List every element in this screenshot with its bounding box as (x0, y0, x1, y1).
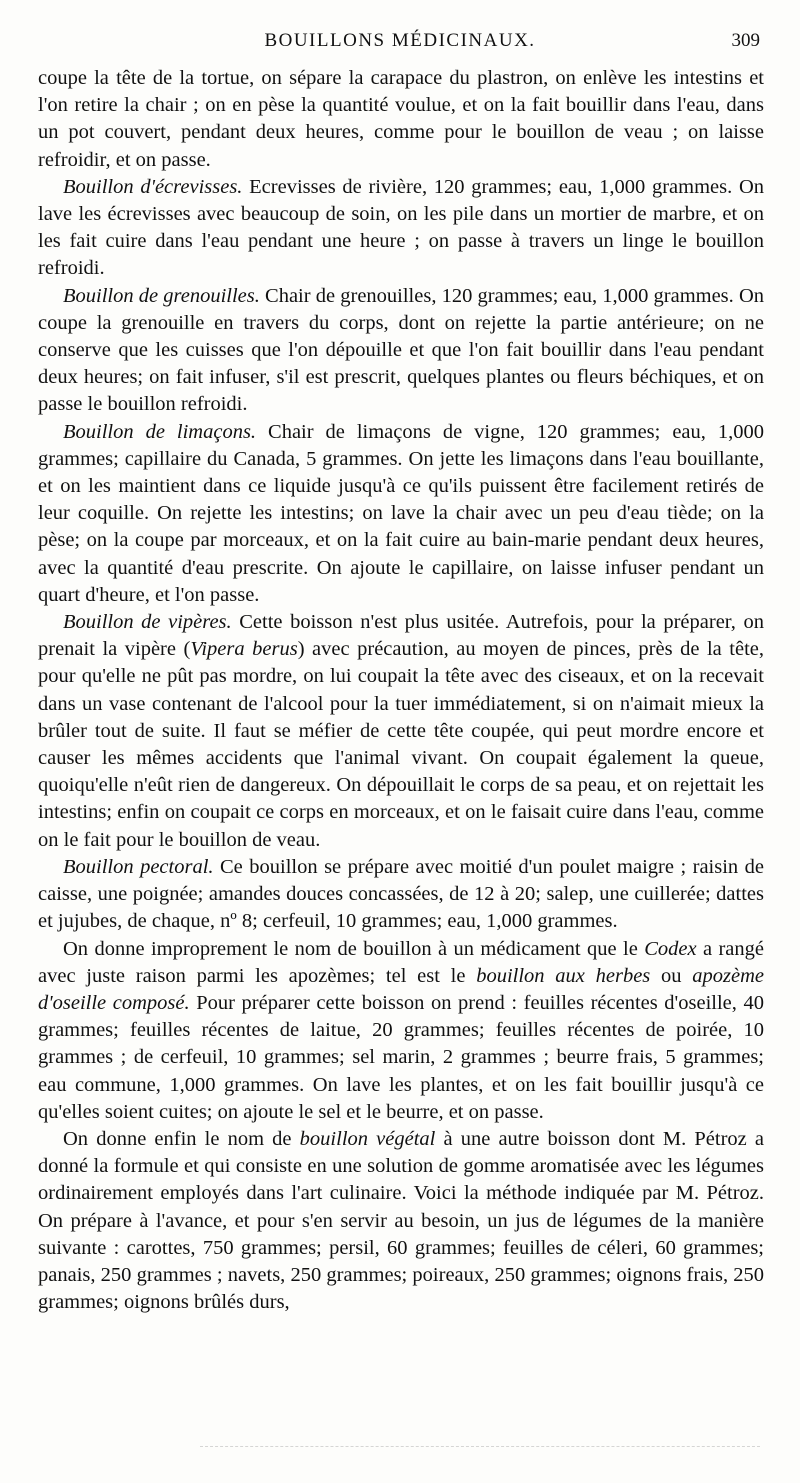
section-heading: Bouillon d'écrevisses. (63, 175, 243, 198)
paragraph-text: coupe la tête de la tortue, on sépare la carapace du plastron, on enlève les intestins et l'on retire la chair ; on en pèse la quantité voulue, et on la fait bouillir dans l'eau, dans un pot couvert, pendant deux heures, comme pour le bouillon de veau ; on laisse refroidir, et on passe. (38, 67, 764, 171)
paragraph-text: Chair de limaçons de vigne, 120 grammes; eau, 1,000 grammes; capillaire du Canada, 5 grammes. On jette les limaçons dans l'eau bouillante, et on les maintient dans ce liquide jusqu'à ce qu'ils puissent être facilement retirés de leur coquille. On rejette les intestins; on lave la chair avec un peu d'eau tiède; on la pèse; on la coupe par morceaux, et on la fait cuire au bain-marie pendant deux heures, avec la quantité d'eau prescrite. On ajoute le capillaire, on laisse infuser pendant un quart d'heure, et l'on passe. (38, 420, 764, 606)
page-number: 309 (731, 30, 760, 51)
paragraph-text: ) avec précaution, au moyen de pinces, près de la tête, pour qu'elle ne pût pas mordre, on lui coupait la tête avec des ciseaux, et on la recevait dans un vase contenant de l'alcool pour la tuer immédiatement, si on n'aimait mieux la brûler tout de suite. Il faut se méfier de cette tête coupée, qui peut mordre encore et causer les mêmes accidents que l'animal vivant. On coupait également la queue, quoiqu'elle n'eût rien de dangereux. On dépouillait le corps de sa peau, et on rejettait les intestins; enfin on coupait ce corps en morceaux, et on le faisait cuire dans l'eau, comme on le fait pour le bouillon de veau. (38, 638, 764, 851)
paragraph-text: Ce bouillon se prépare avec moitié d'un poulet maigre ; raisin de caisse, une poignée; amandes douces concassées, de 12 à 20; salep, une cuillerée; dattes et jujubes, de chaque, nº 8; cerfeuil, 10 grammes; eau, 1,000 grammes. (38, 855, 764, 933)
paragraph-text: Chair de grenouilles, 120 grammes; eau, 1,000 grammes. On coupe la grenouille en travers du corps, dont on rejette la partie antérieure; on ne conserve que les cuisses que l'on dépouille et que l'on fait bouillir dans l'eau pendant deux heures; on fait infuser, s'il est prescrit, quelques plantes ou fleurs béchiques, et on passe le bouillon refroidi. (38, 284, 764, 416)
italic-term: Vipera berus (190, 638, 298, 661)
paragraph-text: Ecrevisses de rivière, 120 grammes; eau, 1,000 grammes. On lave les écrevisses avec beaucoup de soin, on les pile dans un mortier de marbre, et on les fait cuire dans l'eau pendant une heure ; on passe à travers un linge le bouillon refroidi. (38, 175, 764, 280)
section-heading: Bouillon pectoral. (63, 855, 214, 878)
paragraph-text: à une autre boisson dont M. Pétroz a donné la formule et qui consiste en une solution de gomme aromatisée avec les légumes ordinairement employés dans l'art culinaire. Voici la méthode indiquée par M. Pétroz. On prépare à l'avance, et pour s'en servir au besoin, un jus de légumes de la manière suivante : carottes, 750 grammes; persil, 60 grammes; feuilles de céleri, 60 grammes; panais, 250 grammes ; navets, 250 grammes; poireaux, 250 grammes; oignons frais, 250 grammes; oignons brûlés durs, (38, 1127, 764, 1314)
paragraph-grenouilles (38, 283, 764, 419)
paragraph-text: a rangé avec juste raison parmi les apozèmes; tel est le (38, 937, 765, 987)
paragraph-viperes (38, 609, 764, 854)
section-heading: Bouillon de grenouilles. (63, 284, 260, 307)
running-head (0, 30, 800, 60)
section-heading: Bouillon de limaçons. (63, 420, 257, 443)
paragraph-text: On donne enfin le nom de (63, 1127, 300, 1150)
italic-term: apozème d'oseille composé. (38, 964, 764, 1014)
italic-term: bouillon aux herbes (476, 964, 651, 987)
paragraph-text: On donne improprement le nom de bouillon à un médicament que le (63, 937, 645, 960)
paragraph-vegetal (38, 1126, 764, 1316)
paragraph-codex (38, 936, 764, 1126)
paragraph-text: Cette boisson n'est plus usitée. Autrefois, pour la préparer, on prenait la vipère ( (38, 611, 764, 661)
paragraph-pectoral (38, 854, 764, 936)
paragraph-text: Pour préparer cette boisson on prend : feuilles récentes d'oseille, 40 grammes; feuilles récentes de laitue, 20 grammes; feuilles récentes de poirée, 10 grammes ; de cerfeuil, 10 grammes; sel marin, 2 grammes ; beurre frais, 5 grammes; eau commune, 1,000 grammes. On lave les plantes, et on les fait bouillir jusqu'à ce qu'elles soient cuites; on ajoute le sel et le beurre, et on passe. (38, 991, 764, 1123)
paragraph-ecrevisses (38, 174, 764, 283)
body-text (38, 65, 764, 1316)
running-title: BOUILLONS MÉDICINAUX. (264, 30, 536, 51)
paragraph-text: ou (650, 964, 693, 987)
italic-term: bouillon végétal (299, 1127, 436, 1150)
print-smudge (200, 1446, 760, 1449)
italic-term: Codex (644, 937, 697, 960)
paragraph-limacons (38, 419, 764, 609)
paragraph-tortue (38, 65, 764, 174)
section-heading: Bouillon de vipères. (63, 611, 232, 634)
